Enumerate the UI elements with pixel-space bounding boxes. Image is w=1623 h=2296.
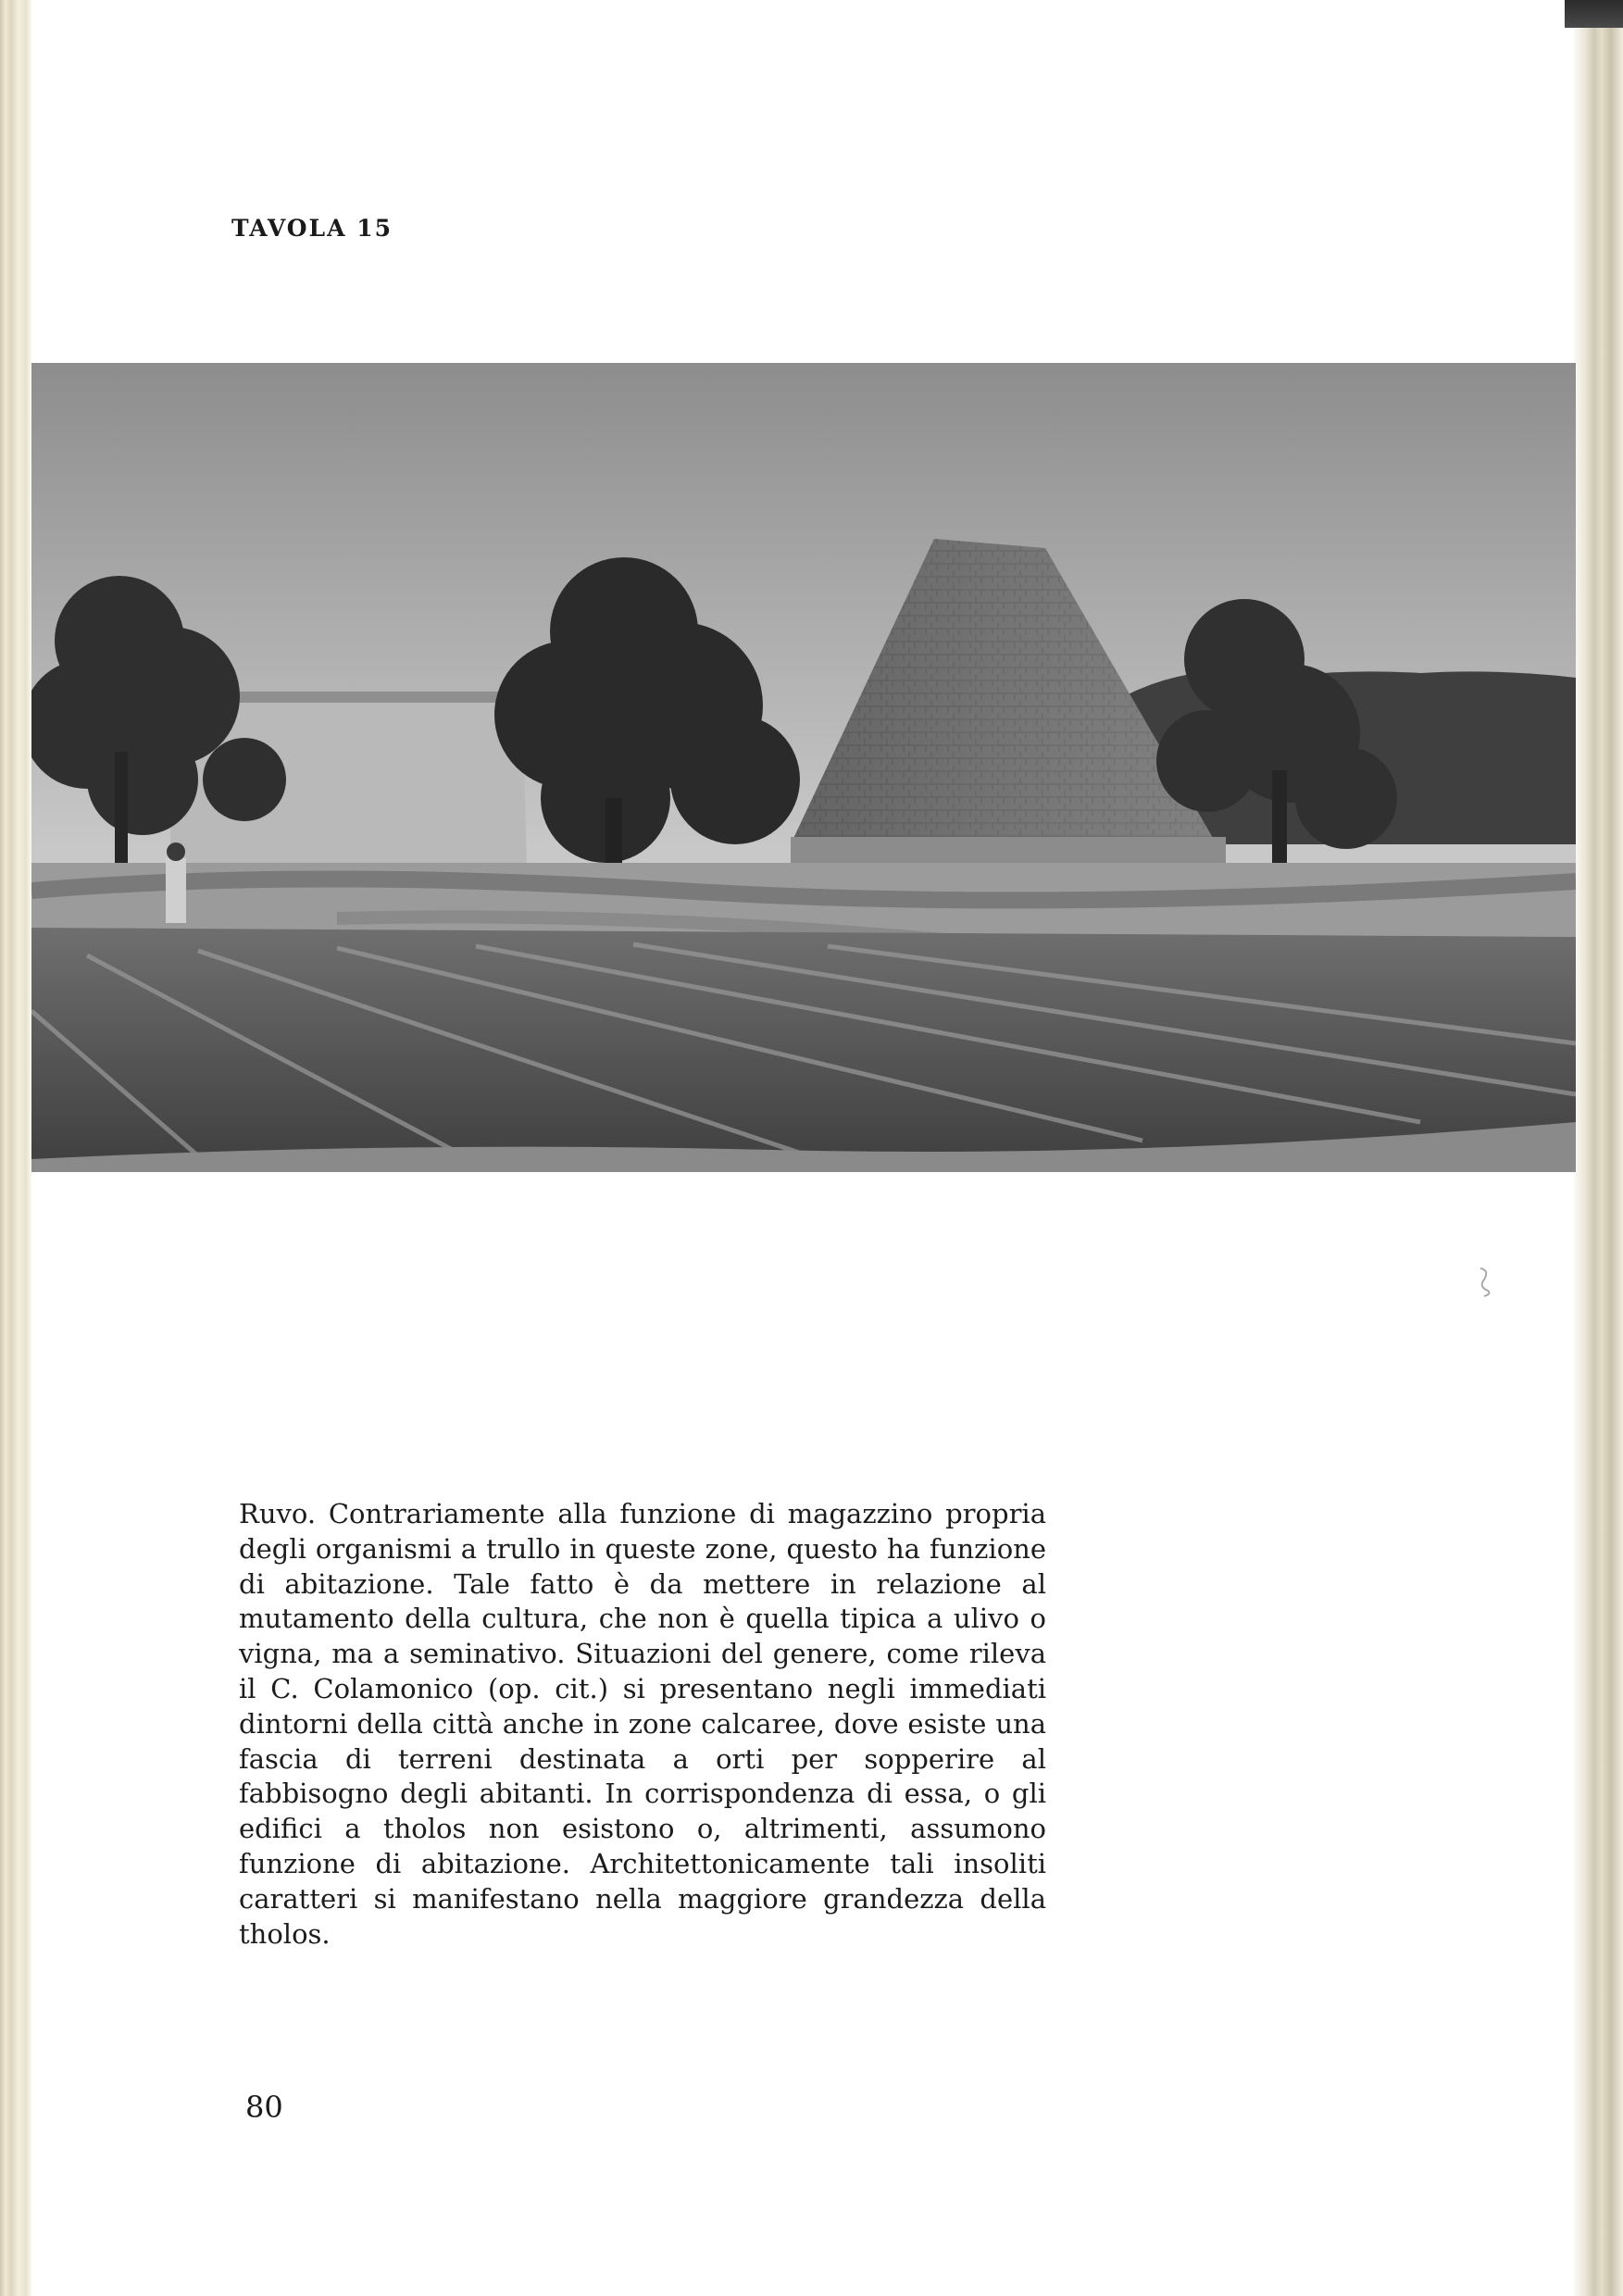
trullo-photograph [31,363,1576,1172]
book-binding-corner [1565,0,1623,28]
plate-label: TAVOLA 15 [231,215,393,242]
book-binding-left [0,0,31,2296]
pencil-mark [1475,1263,1495,1300]
photo-caption: Ruvo. Contrariamente alla funzione di magazzino propria degli organismi a trullo in queste zone, questo ha funzione di abitazione. Tale fatto è da mettere in relazione al mutamento della cultura, che non è quella tipica a ulivo o vigna, ma a seminativo. Situazioni del genere, come rileva il C. Colamonico (op. cit.) si presentano negli immediati dintorni della città anche in zone calcaree, dove esiste una fascia di terreni destinata a orti per sopperire al fabbisogno degli abitanti. In corrispondenza di essa, o gli edifici a tholos non esistono o, altrimenti, assumono funzione di abitazione. Architettonicamente tali insoliti caratteri si manifestano nella maggiore grandezza della tholos. [239,1498,1046,1950]
book-binding-right [1574,0,1623,2296]
page-number: 80 [245,2090,283,2125]
